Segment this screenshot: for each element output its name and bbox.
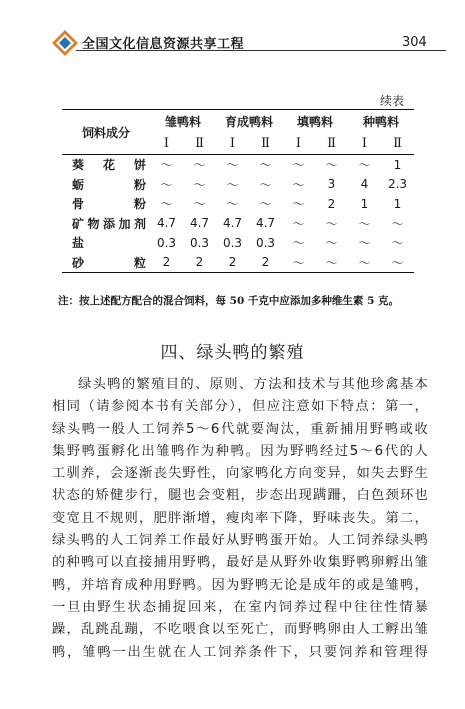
table-cell: 2 xyxy=(261,255,270,270)
group-header: 填鸭料 xyxy=(296,114,333,129)
text-line: 一旦由野生状态捕捉回来，在室内饲养过程中往往性情暴 xyxy=(52,599,428,615)
group-header: 种鸭料 xyxy=(362,114,399,129)
table-cell: ～ xyxy=(226,197,239,212)
table-cell: ～ xyxy=(292,158,305,173)
row-label: 葵花饼 xyxy=(72,158,146,173)
table-cell: 3 xyxy=(327,177,336,192)
table-row xyxy=(62,253,414,273)
table-cell: 0.3 xyxy=(156,235,177,250)
text-line: 鸭，并培育成种用野鸭。因为野鸭无论是成年的或是雏鸭， xyxy=(52,577,428,593)
row-label: 盐 xyxy=(72,236,85,251)
subheader: Ⅰ xyxy=(229,135,236,151)
table-row xyxy=(62,155,414,175)
text-line: 的种鸭可以直接捕用野鸭，最好是从野外收集野鸭卵孵出雏 xyxy=(52,555,428,571)
subheader: Ⅱ xyxy=(393,135,402,151)
table-cell: ～ xyxy=(325,216,338,231)
table-cell: ～ xyxy=(259,177,272,192)
table-cell: ～ xyxy=(193,177,206,192)
table-cell: ～ xyxy=(292,255,305,270)
group-header: 育成鸭料 xyxy=(224,114,273,129)
table-cell: ～ xyxy=(160,158,173,173)
table-cell: ～ xyxy=(358,216,371,231)
table-cell: ～ xyxy=(325,236,338,251)
row-label: 砂粒 xyxy=(72,255,146,270)
table-note: 注：按上述配方配合的混合饲料，每 50 千克中应添加多种维生素 5 克。 xyxy=(58,295,400,307)
table-cell: ～ xyxy=(193,158,206,173)
table-cell: ～ xyxy=(292,197,305,212)
table-cell: 4 xyxy=(360,177,369,192)
subheader: Ⅱ xyxy=(261,135,270,151)
diamond-logo-icon xyxy=(52,30,78,56)
table-row xyxy=(62,214,414,234)
text-line: 相同（请参阅本书有关部分），但应注意如下特点：第一， xyxy=(52,399,428,415)
table-cell: 4.7 xyxy=(222,216,243,231)
table-cell: 1 xyxy=(393,196,402,211)
table-cell: ～ xyxy=(391,216,404,231)
subheader: Ⅱ xyxy=(195,135,204,151)
table-cell: 2 xyxy=(195,255,204,270)
table-cell: ～ xyxy=(292,236,305,251)
header-title: 全国文化信息资源共享工程 xyxy=(82,37,245,52)
table-cell: 2 xyxy=(228,255,237,270)
row-label: 骨粉 xyxy=(72,197,146,212)
table-cell: 1 xyxy=(360,196,369,211)
table-row xyxy=(62,175,414,195)
table-cell: ～ xyxy=(358,236,371,251)
table-row xyxy=(62,233,414,253)
table-cell: ～ xyxy=(325,255,338,270)
text-line: 绿头鸭的繁殖目的、原则、方法和技术与其他珍禽基本 xyxy=(78,377,428,392)
header-rule xyxy=(76,50,446,51)
table-cell: 2 xyxy=(162,255,171,270)
text-line: 状态的矫健步行，腿也会变粗，步态出现蹒跚，白色颈环也 xyxy=(52,488,428,504)
row-label: 矿物添加剂 xyxy=(72,216,146,231)
text-line: 变宽且不规则，肥胖渐增，瘦肉率下降，野味丧失。第二， xyxy=(52,510,428,526)
table-cell: ～ xyxy=(259,197,272,212)
page-header xyxy=(0,0,465,60)
table-cell: 4.7 xyxy=(156,216,177,231)
text-line: 集野鸭蛋孵化出雏鸭作为种鸭。因为野鸭经过5～6代的人 xyxy=(52,443,428,459)
subheader: Ⅰ xyxy=(361,135,368,151)
table-cell: ～ xyxy=(391,236,404,251)
group-header: 雏鸭料 xyxy=(164,114,201,129)
subheader: Ⅰ xyxy=(295,135,302,151)
row-label: 蛎粉 xyxy=(72,177,146,192)
feed-label: 饲料成分 xyxy=(62,110,150,155)
table-cell: 4.7 xyxy=(255,216,276,231)
table-cell: ～ xyxy=(193,197,206,212)
table-cell: ～ xyxy=(358,158,371,173)
text-line: 鸭，雏鸭一出生就在人工饲养条件下，只要饲养和管理得 xyxy=(52,644,428,660)
text-line: 工驯养，会逐渐丧失野性，向家鸭化方向变异，如失去野生 xyxy=(52,466,428,482)
table-cell: 0.3 xyxy=(222,235,243,250)
table-cell: ～ xyxy=(226,177,239,192)
subheader: Ⅱ xyxy=(327,135,336,151)
feed-table xyxy=(62,109,414,273)
subheader: Ⅰ xyxy=(163,135,170,151)
section-title: 四、绿头鸭的繁殖 xyxy=(160,343,305,363)
table-cell: 1 xyxy=(393,157,402,172)
body-paragraph xyxy=(52,374,428,664)
table-cell: ～ xyxy=(226,158,239,173)
table-cell: ～ xyxy=(358,255,371,270)
table-cell: 0.3 xyxy=(189,235,210,250)
table-cell: ～ xyxy=(325,158,338,173)
table-cell: ～ xyxy=(160,197,173,212)
text-line: 绿头鸭一般人工饲养5～6代就要淘汰，重新捕用野鸭或收 xyxy=(52,421,428,437)
table-cell: 0.3 xyxy=(255,235,276,250)
table-cell: ～ xyxy=(160,177,173,192)
table-cell: 2.3 xyxy=(387,177,408,192)
table-row xyxy=(62,194,414,214)
table-cell: 2 xyxy=(327,196,336,211)
table-cell: ～ xyxy=(259,158,272,173)
continued-label: 续表 xyxy=(380,94,405,108)
table-cell: ～ xyxy=(292,177,305,192)
page-number: 304 xyxy=(402,35,427,50)
table-cell: ～ xyxy=(391,255,404,270)
table-cell: ～ xyxy=(292,216,305,231)
table-cell: 4.7 xyxy=(189,216,210,231)
text-line: 绿头鸭的人工饲养工作最好从野鸭蛋开始。人工饲养绿头鸭 xyxy=(52,533,428,549)
text-line: 躁，乱跳乱蹦，不吃喂食以至死亡，而野鸭卵由人工孵出雏 xyxy=(52,622,428,638)
